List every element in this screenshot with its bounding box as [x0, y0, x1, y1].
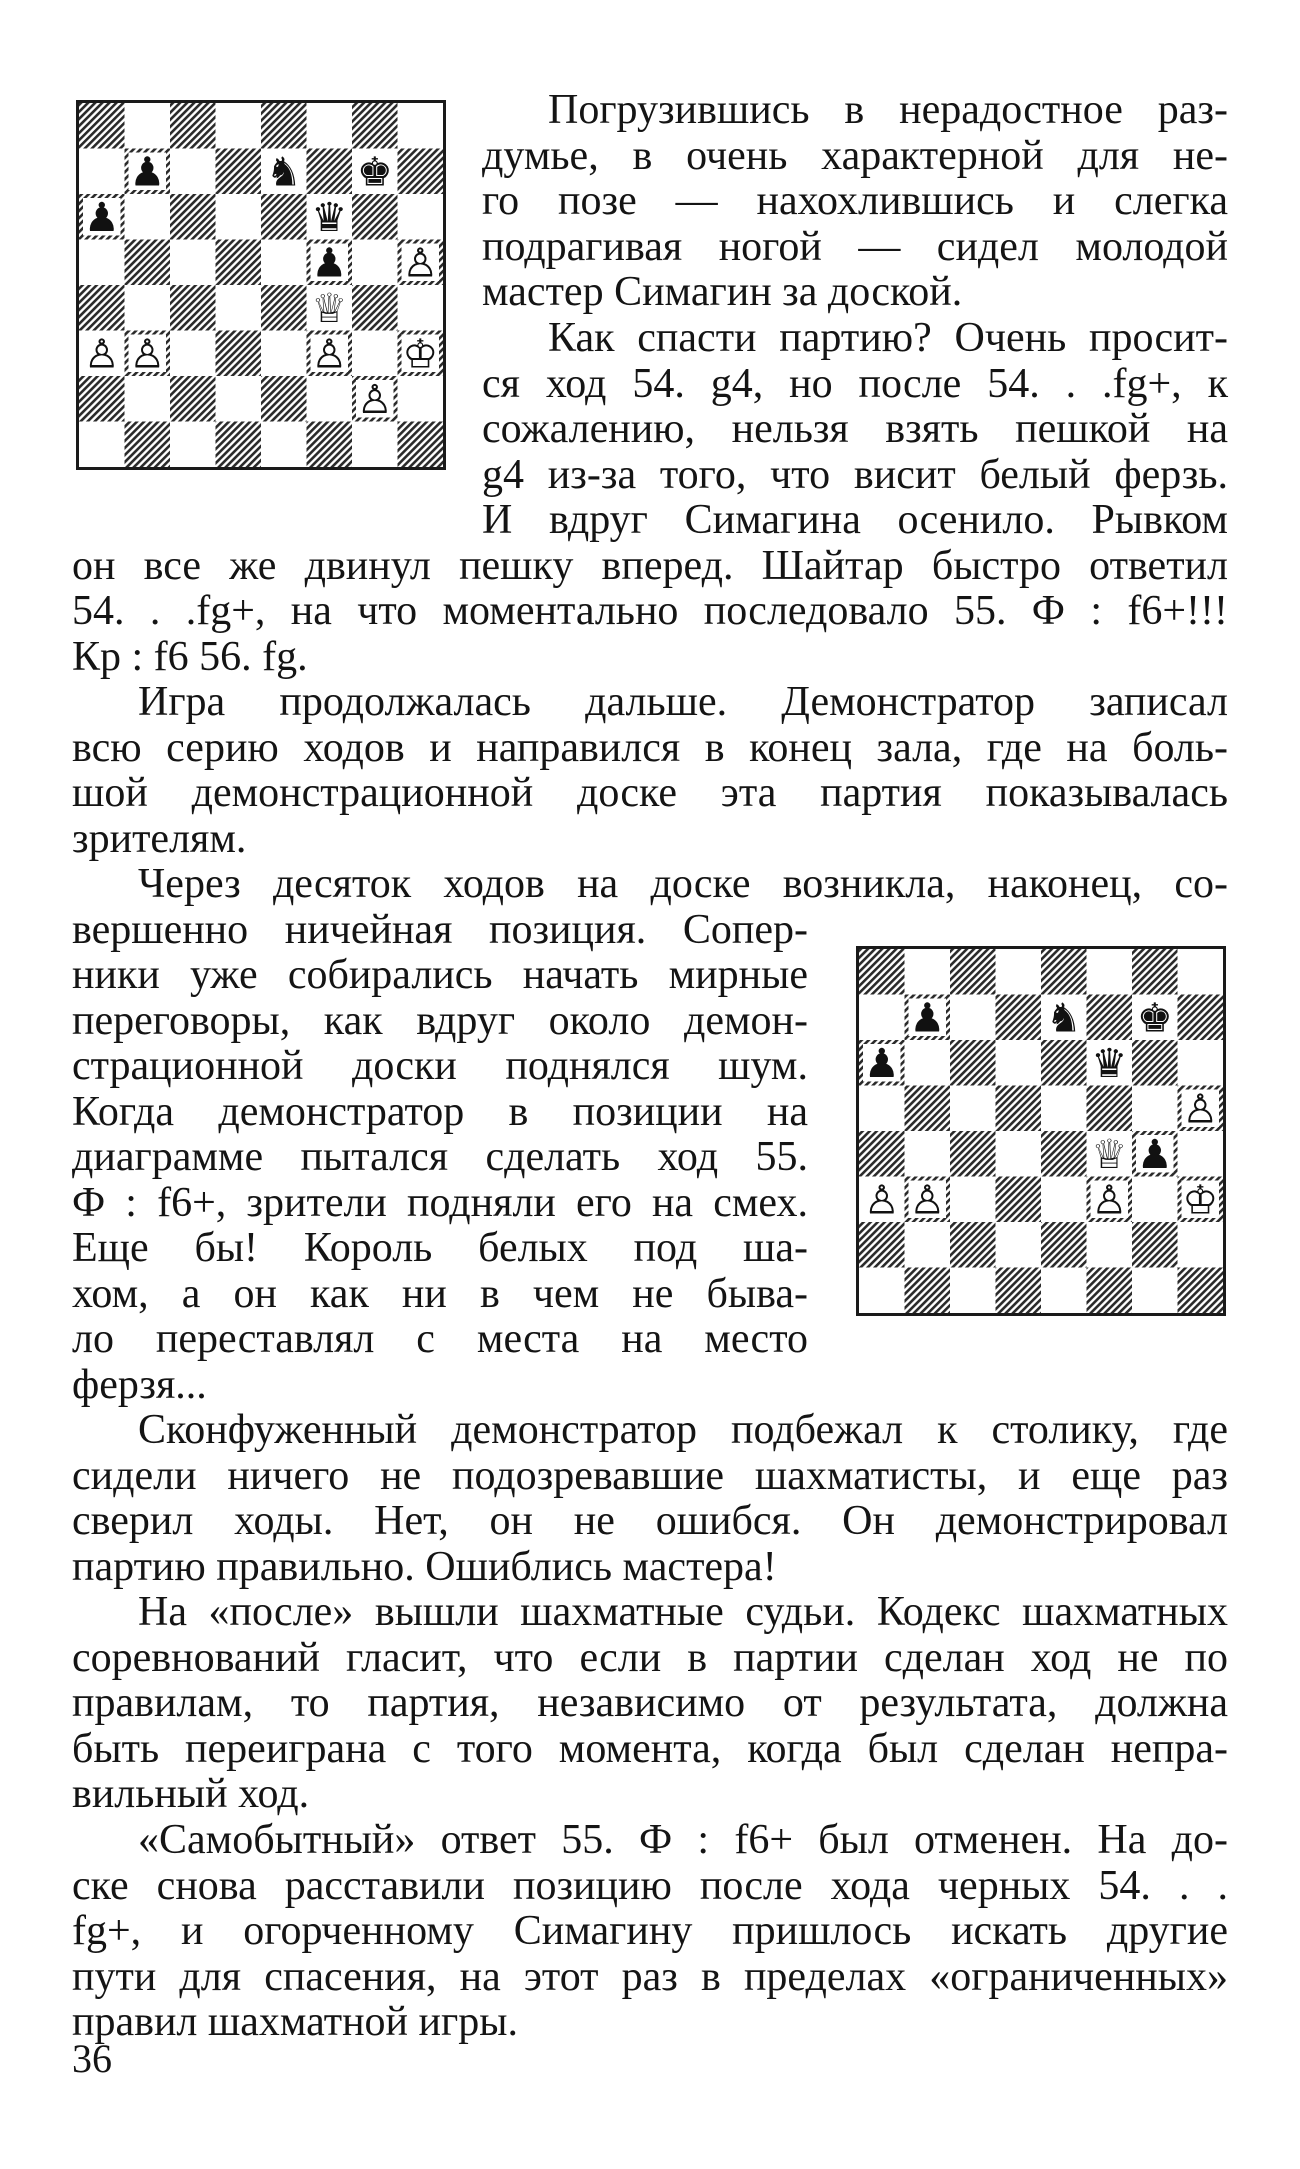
- text-line: страционной доски поднялся шум.: [72, 1043, 808, 1089]
- dark-square: [125, 240, 171, 286]
- dark-square: [79, 103, 125, 149]
- dark-square: [352, 194, 398, 240]
- text-line: всю серию ходов и направился в конец зала, где на боль-: [72, 724, 1228, 771]
- text-line: пути для спасения, на этот раз в пределах «ограниченных»: [72, 1953, 1228, 2000]
- black-king-icon: ♚: [1136, 995, 1173, 1042]
- text-line: Еще бы! Король белых под ша-: [72, 1225, 808, 1271]
- white-queen-icon: ♕: [311, 285, 348, 332]
- text-line: сидели ничего не подозревавшие шахматисты, и еще раз: [72, 1452, 1228, 1499]
- white-pawn-icon: ♙: [1091, 1177, 1128, 1224]
- black-king-icon: ♚: [356, 149, 393, 196]
- text-line: ники уже собирались начать мирные: [72, 952, 808, 998]
- text-line: вершенно ничейная позиция. Сопер-: [72, 906, 808, 953]
- light-square: [398, 194, 444, 240]
- paragraph-1: [482, 88, 1228, 316]
- dark-square: [170, 103, 216, 149]
- black-queen-icon: ♛: [311, 194, 348, 241]
- text-line: Сконфуженный демонстратор подбежал к столику, где: [138, 1407, 1228, 1453]
- light-square: [398, 103, 444, 149]
- text-line: Как спасти партию? Очень просит-: [548, 315, 1228, 361]
- light-square: [352, 240, 398, 286]
- dark-square: [170, 194, 216, 240]
- black-pawn-icon: ♟: [909, 995, 946, 1042]
- black-pawn-icon: ♟: [83, 194, 120, 241]
- dark-square: [216, 149, 262, 195]
- text-line: 54. . .fg+, на что моментально последовало 55. Ф : f6+!!!: [72, 588, 1228, 634]
- light-square: [125, 103, 171, 149]
- white-pawn-icon: ♙: [83, 331, 120, 378]
- light-square: [307, 103, 353, 149]
- light-square: [170, 240, 216, 286]
- black-pawn-icon: ♟: [1136, 1131, 1173, 1178]
- paragraph-5: [72, 1408, 1228, 1590]
- light-square: [79, 240, 125, 286]
- dark-square: [261, 194, 307, 240]
- paragraph-3: [72, 680, 1228, 862]
- white-pawn-icon: ♙: [1182, 1086, 1219, 1133]
- white-queen-icon: ♕: [1091, 1131, 1128, 1178]
- text-line: переговоры, как вдруг около демон-: [72, 997, 808, 1044]
- dark-square: [261, 103, 307, 149]
- dark-square: [216, 240, 262, 286]
- white-king-icon: ♔: [1182, 1177, 1219, 1224]
- text-line: правилам, то партия, независимо от результата, должна: [72, 1680, 1228, 1726]
- dark-square: [352, 103, 398, 149]
- text-line: думье, в очень характерной для не-: [482, 132, 1228, 179]
- text-line: fg+, и огорченному Симагину пришлось искать другие: [72, 1908, 1228, 1954]
- text-line: вильный ход.: [72, 1771, 310, 1817]
- light-square: [170, 149, 216, 195]
- text-line: Кр : f6 56. fg.: [72, 633, 308, 680]
- white-king-icon: ♔: [402, 331, 439, 378]
- text-line: зрителям.: [72, 815, 247, 862]
- text-line: ся ход 54. g4, но после 54. . .fg+, к: [482, 360, 1228, 407]
- text-line: На «после» вышли шахматные судьи. Кодекс шахматных: [138, 1589, 1228, 1635]
- text-line: «Самобытный» ответ 55. Ф : f6+ был отменен. На до-: [138, 1817, 1228, 1863]
- text-line: шой демонстрационной доске эта партия показывалась: [72, 770, 1228, 816]
- page-number: 36: [72, 2036, 112, 2081]
- text-line: Когда демонстратор в позиции на: [72, 1088, 808, 1135]
- text-line: Ф : f6+, зрители подняли его на смех.: [72, 1179, 808, 1226]
- text-line: сожалению, нельзя взять пешкой на: [482, 406, 1228, 452]
- dark-square: [307, 149, 353, 195]
- text-line: Погрузившись в нерадостное раз-: [548, 87, 1228, 133]
- light-square: [79, 149, 125, 195]
- white-pawn-icon: ♙: [863, 1177, 900, 1224]
- text-line: диаграмме пытался сделать ход 55.: [72, 1134, 808, 1180]
- light-square: [216, 103, 262, 149]
- text-line: хом, а он как ни в чем не быва-: [72, 1270, 808, 1317]
- black-queen-icon: ♛: [1091, 1040, 1128, 1087]
- white-pawn-icon: ♙: [129, 331, 166, 378]
- white-pawn-icon: ♙: [402, 240, 439, 287]
- text-line: мастер Симагин за доской.: [482, 269, 963, 315]
- text-line: g4 из-за того, что висит белый ферзь.: [482, 451, 1228, 498]
- text-line: быть переиграна с того момента, когда был сделан непра-: [72, 1725, 1228, 1772]
- paragraph-7: [72, 1818, 1228, 2046]
- black-knight-icon: ♞: [265, 149, 302, 196]
- light-square: [125, 194, 171, 240]
- text-line: ло переставлял с места на место: [72, 1316, 808, 1362]
- dark-square: [398, 149, 444, 195]
- black-knight-icon: ♞: [1045, 995, 1082, 1042]
- text-line: ферзя...: [72, 1361, 207, 1408]
- black-pawn-icon: ♟: [129, 149, 166, 196]
- paragraph-4: [72, 862, 1228, 1408]
- text-line: Через десяток ходов на доске возникла, наконец, со-: [138, 861, 1228, 907]
- text-line: он все же двинул пешку вперед. Шайтар быстро ответил: [72, 542, 1228, 589]
- text-line: сверил ходы. Нет, он не ошибся. Он демонстрировал: [72, 1498, 1228, 1544]
- text-line: го позе — нахохлившись и слегка: [482, 178, 1228, 224]
- text-line: Игра продолжалась дальше. Демонстратор записал: [138, 679, 1228, 725]
- white-pawn-icon: ♙: [356, 376, 393, 423]
- paragraph-2: [72, 316, 1228, 680]
- light-square: [216, 194, 262, 240]
- text-line: подрагивая ногой — сидел молодой: [482, 223, 1228, 270]
- text-line: И вдруг Симагина осенило. Рывком: [482, 497, 1228, 543]
- text-line: соревнований гласит, что если в партии сделан ход не по: [72, 1634, 1228, 1681]
- text-line: правил шахматной игры.: [72, 1999, 518, 2045]
- white-pawn-icon: ♙: [909, 1177, 946, 1224]
- light-square: [261, 240, 307, 286]
- paragraph-6: [72, 1590, 1228, 1818]
- text-line: ске снова расставили позицию после хода черных 54. . .: [72, 1862, 1228, 1909]
- text-line: партию правильно. Ошиблись мастера!: [72, 1543, 777, 1590]
- black-pawn-icon: ♟: [863, 1040, 900, 1087]
- black-pawn-icon: ♟: [311, 240, 348, 287]
- white-pawn-icon: ♙: [311, 331, 348, 378]
